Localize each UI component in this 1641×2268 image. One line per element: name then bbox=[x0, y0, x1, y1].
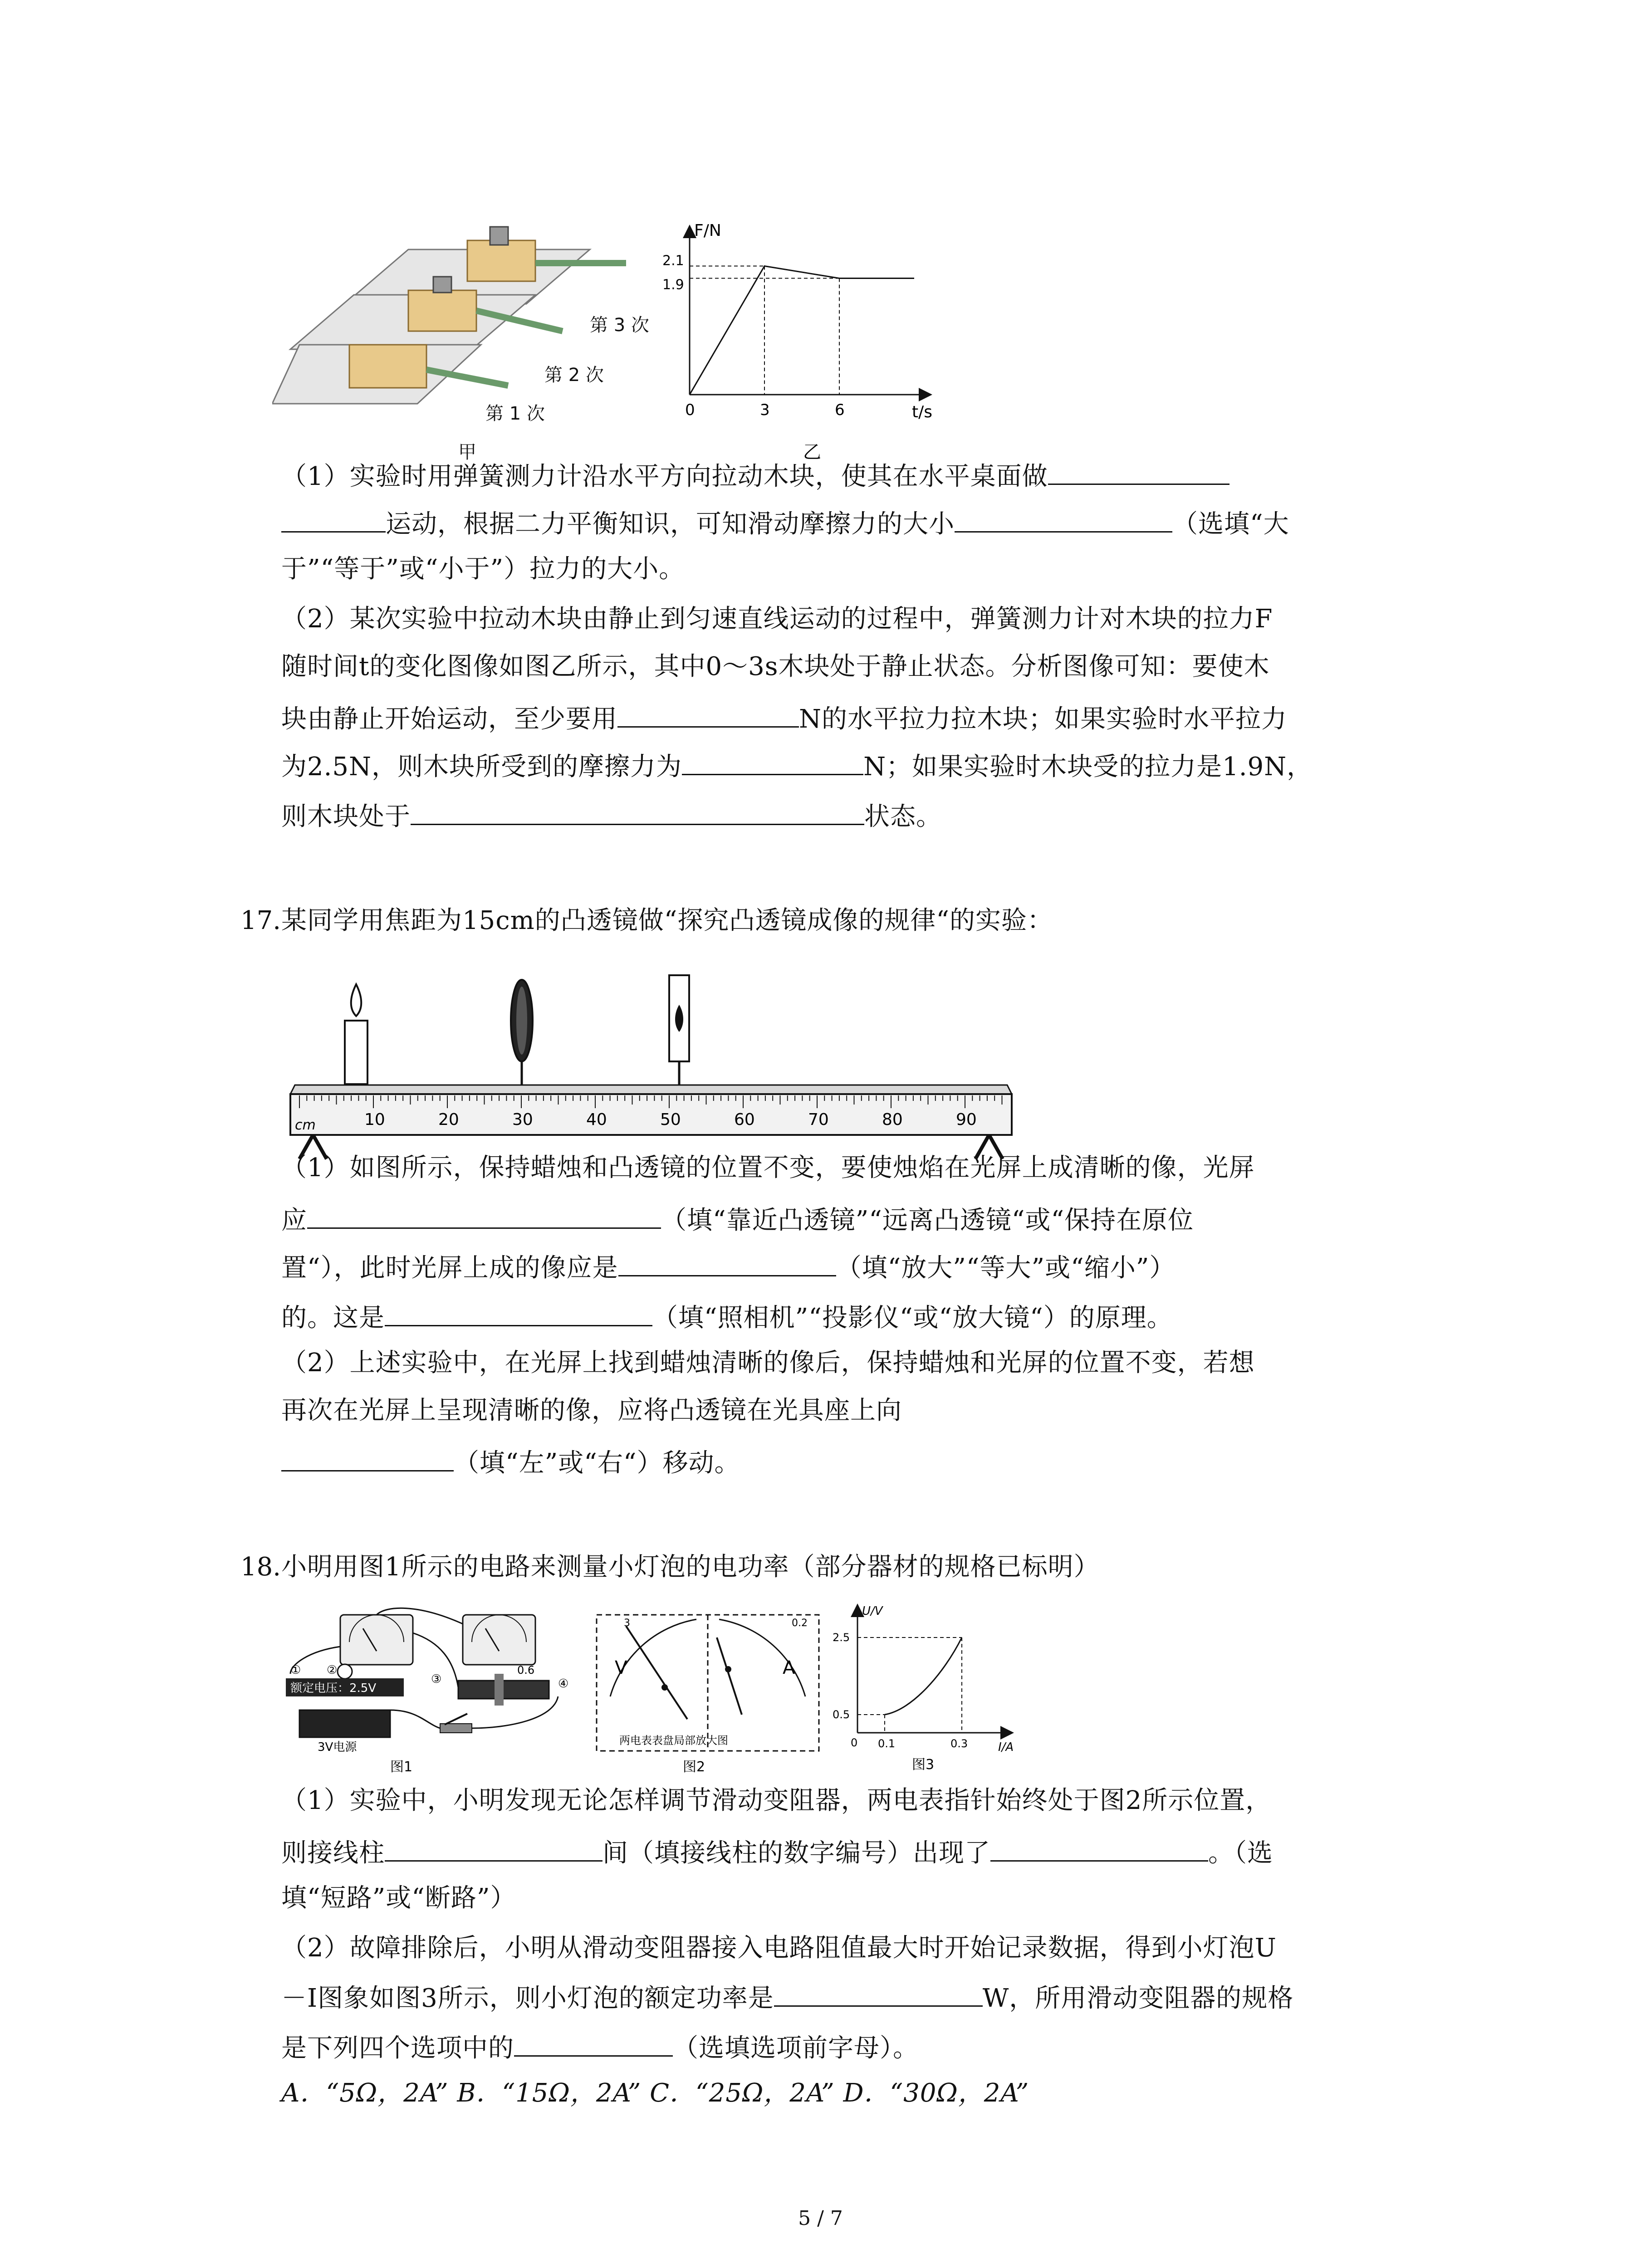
bench-tick-label: 60 bbox=[734, 1110, 755, 1129]
fig3-caption: 图3 bbox=[912, 1757, 935, 1773]
candle bbox=[345, 984, 367, 1084]
voltmeter-scale: 3 bbox=[624, 1618, 630, 1629]
voltmeter-device bbox=[340, 1615, 413, 1665]
q16-blank-min-force[interactable] bbox=[617, 701, 799, 728]
voltmeter-symbol: V bbox=[615, 1657, 627, 1678]
fig3-y-axis-label: U/V bbox=[862, 1604, 883, 1618]
terminal-4: ④ bbox=[558, 1677, 569, 1691]
q17-p1-l3b: （填“放大”“等大”或“缩小”） bbox=[836, 1253, 1176, 1283]
q16-blank-state[interactable] bbox=[411, 798, 864, 825]
q18-number: 18. bbox=[240, 1552, 281, 1582]
fig3-x-tick-low: 0.1 bbox=[878, 1737, 896, 1750]
switch bbox=[440, 1714, 472, 1733]
q18-blank-option[interactable] bbox=[514, 2030, 673, 2057]
q17-blank-screen-move[interactable] bbox=[307, 1202, 661, 1229]
q16-p1-l1: （1）实验时用弹簧测力计沿水平方向拉动木块，使其在水平桌面做 bbox=[281, 462, 1048, 491]
x-tick-label: 6 bbox=[835, 401, 845, 419]
optical-bench-figure bbox=[281, 966, 1025, 1166]
q18-blank-power[interactable] bbox=[774, 1980, 983, 2007]
ammeter-scale: 0.2 bbox=[792, 1618, 808, 1629]
q17-p2-l2: 再次在光屏上呈现清晰的像，应将凸透镜在光具座上向 bbox=[281, 1396, 902, 1425]
y-tick-label: 1.9 bbox=[662, 277, 684, 293]
bench-tick-label: 70 bbox=[808, 1110, 829, 1129]
q18-p1-l2a: 则接线柱 bbox=[281, 1838, 385, 1868]
q17-blank-direction[interactable] bbox=[281, 1445, 454, 1471]
fig3-y-tick-high: 2.5 bbox=[833, 1631, 850, 1644]
q17-p2-l3b: （填“左”或“右“）移动。 bbox=[454, 1448, 740, 1478]
x-tick-label: 3 bbox=[760, 401, 770, 419]
q17-stem: 某同学用焦距为15cm的凸透镜做“探究凸透镜成像的规律“的实验： bbox=[281, 906, 1053, 935]
track-1 bbox=[272, 345, 508, 404]
q17-p2-l1: （2）上述实验中，在光屏上找到蜡烛清晰的像后，保持蜡烛和光屏的位置不变，若想 bbox=[281, 1348, 1255, 1378]
q16-blank-friction[interactable] bbox=[682, 748, 863, 775]
battery-pack bbox=[299, 1710, 390, 1737]
q18-p1-l3: 填“短路”或“断路”） bbox=[281, 1883, 516, 1913]
bench-tick-label: 80 bbox=[882, 1110, 903, 1129]
label-yi: 乙 bbox=[803, 442, 821, 463]
fig1-circuit bbox=[281, 1606, 590, 1778]
q16-p1-l3: 于”“等于”或“小于”）拉力的大小。 bbox=[281, 554, 685, 584]
q16-p2-l4a: 为2.5N，则木块所受到的摩擦力为 bbox=[281, 752, 682, 782]
q18-p2-l3b: （选填选项前字母）。 bbox=[673, 2033, 919, 2063]
q18-p2-l1: （2）故障排除后，小明从滑动变阻器接入电路阻值最大时开始记录数据，得到小灯泡U bbox=[281, 1933, 1277, 1963]
q18-p1-l2c: 。（选 bbox=[1208, 1838, 1273, 1868]
rated-voltage: 额定电压：2.5V bbox=[290, 1681, 377, 1695]
q18-p2-l2a: －I图象如图3所示，则小灯泡的额定功率是 bbox=[281, 1984, 774, 2013]
q18-p1-l2b: 间（填接线柱的数字编号）出现了 bbox=[603, 1838, 990, 1868]
q17-blank-image-size[interactable] bbox=[618, 1250, 836, 1276]
q17-p1-l4a: 的。这是 bbox=[281, 1303, 385, 1333]
fig3-origin: 0 bbox=[851, 1736, 858, 1749]
q18-p2-l2b: W，所用滑动变阻器的规格 bbox=[982, 1984, 1294, 2013]
trial-2-label: 第 2 次 bbox=[544, 365, 604, 386]
q18-stem: 小明用图1所示的电路来测量小灯泡的电功率（部分器材的规格已标明） bbox=[281, 1552, 1100, 1582]
terminal-2: ② bbox=[327, 1663, 338, 1677]
fig3-y-tick-low: 0.5 bbox=[833, 1708, 850, 1721]
q17-blank-device[interactable] bbox=[385, 1300, 652, 1326]
q16-p2-l5b: 状态。 bbox=[864, 802, 942, 831]
q16-blank-motion-cont[interactable] bbox=[281, 506, 386, 533]
page-number: 5 / 7 bbox=[798, 2207, 843, 2230]
fig2-meter-closeup bbox=[592, 1606, 823, 1778]
fig3-u-i-graph bbox=[826, 1601, 1025, 1778]
q18-options: A．“5Ω，2A” B．“15Ω，2A” C．“25Ω，2A” D．“30Ω，2A” bbox=[281, 2078, 1029, 2108]
label-jia: 甲 bbox=[458, 442, 476, 463]
q17-p1-l2a: 应 bbox=[281, 1206, 307, 1235]
fig2-inset-label: 两电表表盘局部放大图 bbox=[619, 1734, 728, 1747]
bench-rail bbox=[290, 1085, 1012, 1159]
y-axis-label: F/N bbox=[694, 221, 721, 240]
trial-3-label: 第 3 次 bbox=[590, 315, 649, 336]
q16-p2-l3a: 块由静止开始运动，至少要用 bbox=[281, 704, 617, 734]
force-line bbox=[690, 266, 914, 395]
q18-blank-terminals[interactable] bbox=[385, 1835, 603, 1862]
fig3-x-tick-high: 0.3 bbox=[950, 1737, 968, 1750]
terminal-3: ③ bbox=[431, 1672, 442, 1686]
q17-p1-l2b: （填“靠近凸透镜”“远离凸透镜“或“保持在原位 bbox=[661, 1206, 1194, 1235]
q16-p2-l5a: 则木块处于 bbox=[281, 802, 411, 831]
origin-label: 0 bbox=[685, 401, 695, 419]
convex-lens bbox=[511, 980, 533, 1085]
terminal-1: ① bbox=[290, 1663, 301, 1677]
q17-p1-l4b: （填“照相机”“投影仪“或“放大镜“）的原理。 bbox=[652, 1303, 1173, 1333]
bench-tick-label: 90 bbox=[956, 1110, 977, 1129]
fig1-caption: 图1 bbox=[390, 1759, 413, 1775]
bench-unit: cm bbox=[295, 1117, 316, 1133]
y-tick-label: 2.1 bbox=[662, 253, 684, 269]
q18-p1-l1: （1）实验中，小明发现无论怎样调节滑动变阻器，两电表指针始终处于图2所示位置， bbox=[281, 1786, 1272, 1815]
q16-p2-l3b: N的水平拉力拉木块；如果实验时水平拉力 bbox=[799, 704, 1287, 734]
q16-blank-compare[interactable] bbox=[955, 506, 1172, 533]
fig16-force-time-graph bbox=[653, 213, 944, 467]
bench-tick-label: 50 bbox=[660, 1110, 681, 1129]
bench-tick-label: 40 bbox=[586, 1110, 607, 1129]
bench-tick-label: 30 bbox=[512, 1110, 533, 1129]
bulb bbox=[338, 1664, 352, 1679]
bench-tick-label: 20 bbox=[438, 1110, 459, 1129]
q17-number: 17. bbox=[240, 906, 281, 935]
rheostat bbox=[458, 1674, 549, 1706]
q17-p1-l3a: 置“），此时光屏上成的像应是 bbox=[281, 1253, 618, 1283]
q16-p2-l4b: N；如果实验时木块受的拉力是1.9N， bbox=[863, 752, 1313, 782]
ammeter-device bbox=[463, 1615, 535, 1665]
track-3 bbox=[345, 227, 626, 304]
fig3-curve bbox=[885, 1637, 962, 1715]
trial-1-label: 第 1 次 bbox=[485, 403, 545, 424]
ammeter-range: 0.6 bbox=[517, 1664, 535, 1677]
q17-p1-l1: （1）如图所示，保持蜡烛和凸透镜的位置不变，要使烛焰在光屏上成清晰的像，光屏 bbox=[281, 1153, 1255, 1183]
x-axis-label: t/s bbox=[912, 403, 932, 421]
fig2-caption: 图2 bbox=[683, 1759, 705, 1775]
q16-p1-l2b: （选填“大 bbox=[1172, 509, 1289, 539]
fig3-x-axis-label: I/A bbox=[998, 1740, 1014, 1754]
bench-tick-label: 10 bbox=[364, 1110, 385, 1129]
ammeter-symbol: A bbox=[783, 1657, 795, 1678]
q18-blank-fault[interactable] bbox=[990, 1835, 1208, 1862]
light-screen bbox=[669, 975, 689, 1085]
power-source-label: 3V电源 bbox=[318, 1740, 357, 1754]
q18-p2-l3a: 是下列四个选项中的 bbox=[281, 2033, 514, 2063]
fig16-apparatus bbox=[272, 213, 653, 467]
q16-p1-l2a: 运动，根据二力平衡知识，可知滑动摩擦力的大小 bbox=[386, 509, 955, 539]
q16-p2-l2: 随时间t的变化图像如图乙所示，其中0～3s木块处于静止状态。分析图像可知：要使木 bbox=[281, 652, 1270, 681]
q16-p2-l1: （2）某次实验中拉动木块由静止到匀速直线运动的过程中，弹簧测力计对木块的拉力F bbox=[281, 604, 1273, 634]
q16-blank-motion[interactable] bbox=[1048, 458, 1230, 485]
